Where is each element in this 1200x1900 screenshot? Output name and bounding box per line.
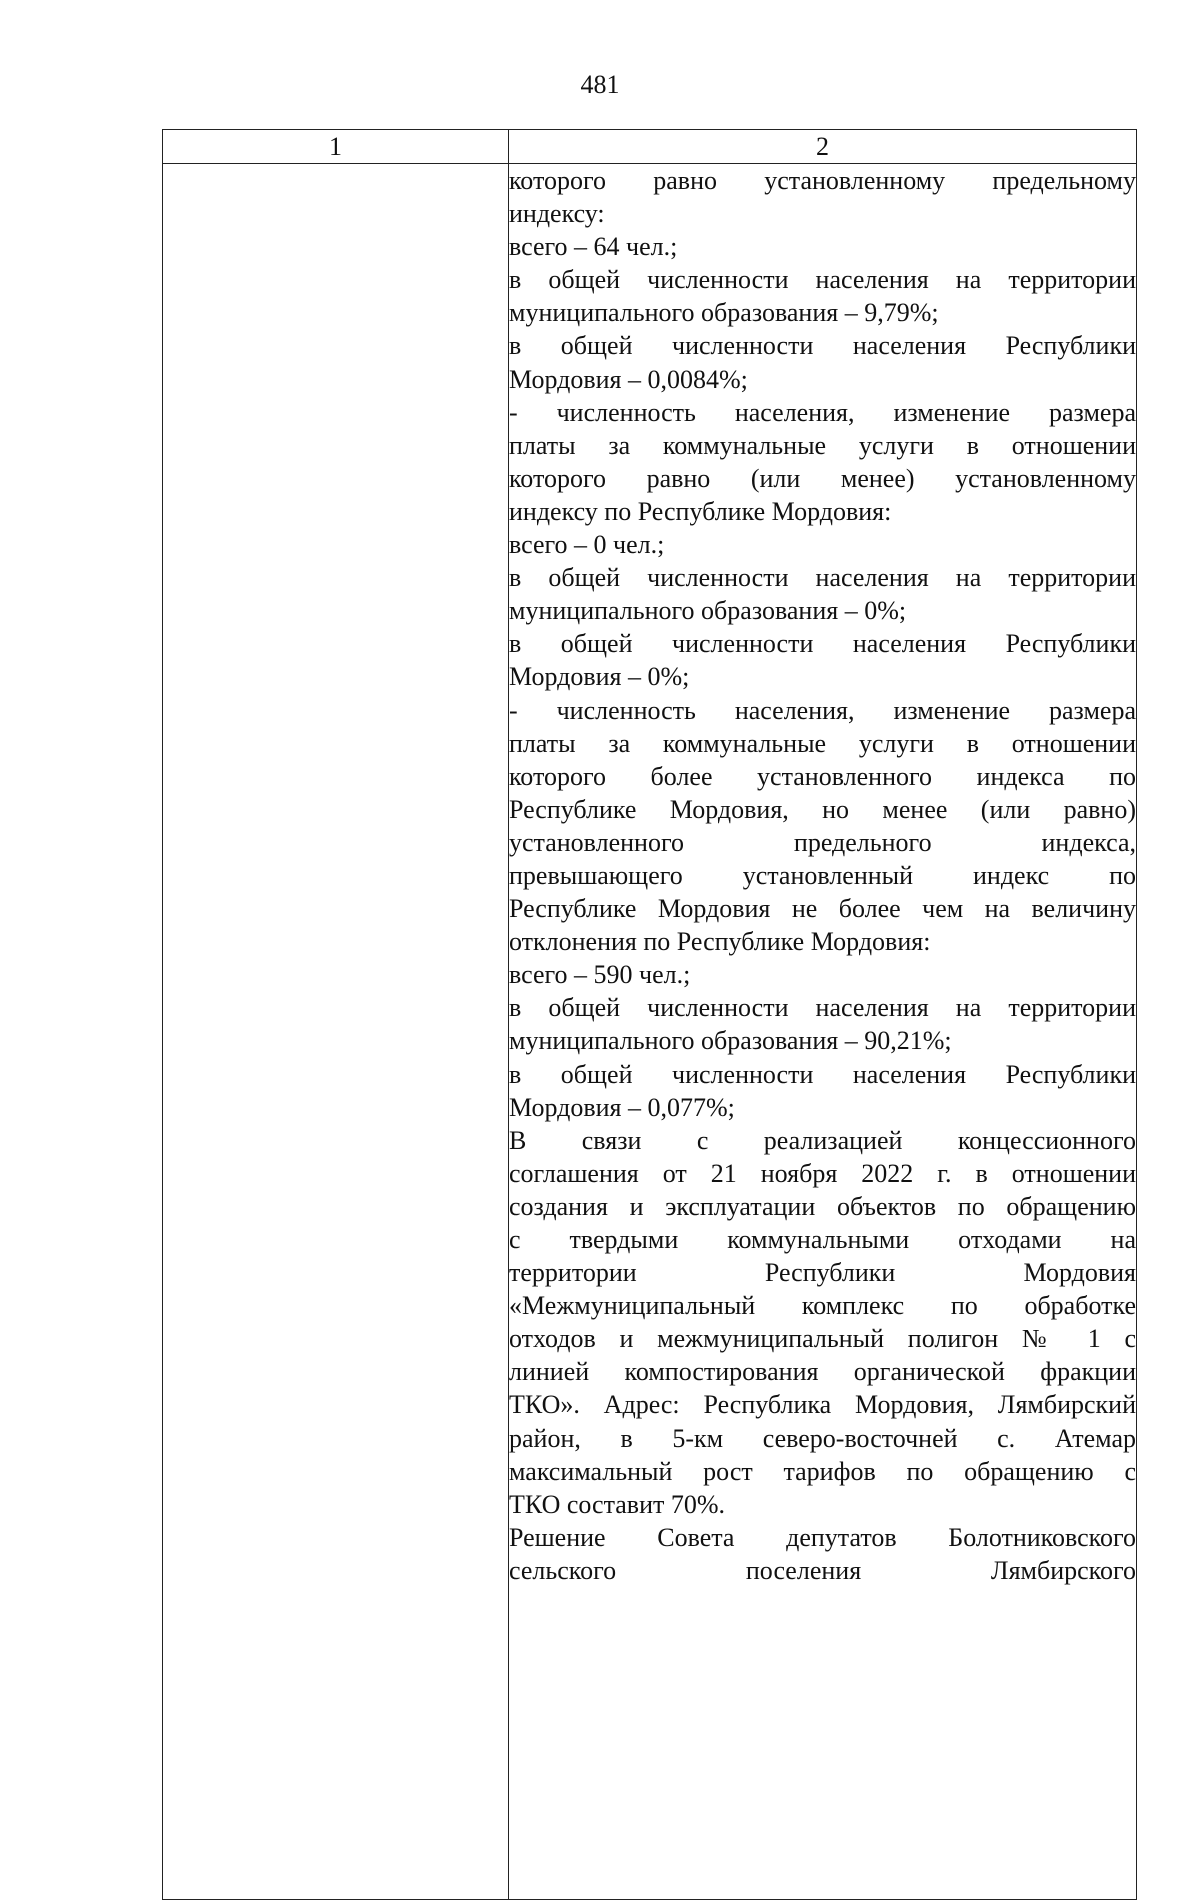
column-2-cell xyxy=(509,164,1137,1900)
text-line: индексу: xyxy=(509,199,605,229)
column-1-cell xyxy=(163,164,509,1900)
text-line: линией компостирования органической фракции xyxy=(509,1357,1136,1387)
text-line: муниципального образования – 0%; xyxy=(509,596,907,626)
text-line: которого более установленного индекса по xyxy=(509,761,1136,791)
text-line: ТКО составит 70%. xyxy=(509,1489,726,1519)
text-line: Мордовия – 0%; xyxy=(509,662,690,692)
table-row xyxy=(163,164,1137,1900)
text-line: «Межмуниципальный комплекс по обработке xyxy=(509,1291,1136,1321)
text-line: соглашения от 21 ноября 2022 г. в отношении xyxy=(509,1158,1136,1188)
table-header-row xyxy=(163,130,1137,164)
text-line: Мордовия – 0,077%; xyxy=(509,1092,735,1122)
text-line: в общей численности населения Республики xyxy=(509,1059,1136,1089)
text-line: - численность населения, изменение размера xyxy=(509,695,1136,725)
text-line: индексу по Республике Мордовия: xyxy=(509,496,892,526)
text-line: Республике Мордовия, но менее (или равно) xyxy=(509,794,1136,824)
text-line: в общей численности населения Республики xyxy=(509,629,1136,659)
text-line: которого равно установленному предельному xyxy=(509,166,1136,195)
text-line: сельского поселения Лямбирского xyxy=(509,1555,1136,1585)
text-line: - численность населения, изменение размера xyxy=(509,397,1136,427)
text-line: всего – 0 чел.; xyxy=(509,530,665,560)
text-line: муниципального образования – 9,79%; xyxy=(509,298,939,328)
text-line: всего – 64 чел.; xyxy=(509,232,678,262)
text-line: муниципального образования – 90,21%; xyxy=(509,1026,952,1056)
text-line: с твердыми коммунальными отходами на xyxy=(509,1225,1136,1254)
column-header-1: 1 xyxy=(163,130,509,164)
text-line: ТКО». Адрес: Республика Мордовия, Лямбирский xyxy=(509,1390,1136,1420)
text-line: Мордовия – 0,0084%; xyxy=(509,364,748,394)
text-line: в общей численности населения на территории xyxy=(509,563,1136,593)
text-line: территории Республики Мордовия xyxy=(509,1258,1136,1288)
text-line: район, в 5-км северо-восточней с. Атемар xyxy=(509,1423,1136,1453)
text-line: максимальный рост тарифов по обращению с xyxy=(509,1456,1136,1486)
text-line: В связи с реализацией концессионного xyxy=(509,1125,1136,1155)
text-line: всего – 590 чел.; xyxy=(509,960,691,990)
text-line: Республике Мордовия не более чем на величину xyxy=(509,894,1136,924)
text-line: отклонения по Республике Мордовия: xyxy=(509,927,931,957)
column-header-2: 2 xyxy=(509,130,1137,164)
text-line: создания и эксплуатации объектов по обращению xyxy=(509,1191,1136,1221)
text-line: платы за коммунальные услуги в отношении xyxy=(509,430,1136,460)
text-line: в общей численности населения на территории xyxy=(509,993,1136,1023)
text-line: отходов и межмуниципальный полигон № 1 с xyxy=(509,1324,1136,1354)
text-line: установленного предельного индекса, xyxy=(509,827,1136,857)
text-line: в общей численности населения Республики xyxy=(509,331,1136,361)
page-number: 481 xyxy=(580,70,620,99)
document-table xyxy=(162,129,1137,1900)
text-line: которого равно (или менее) установленному xyxy=(509,463,1136,493)
text-line: платы за коммунальные услуги в отношении xyxy=(509,728,1136,758)
text-line: в общей численности населения на территории xyxy=(509,265,1136,295)
text-line: Решение Совета депутатов Болотниковского xyxy=(509,1522,1136,1552)
text-line: превышающего установленный индекс по xyxy=(509,860,1136,890)
